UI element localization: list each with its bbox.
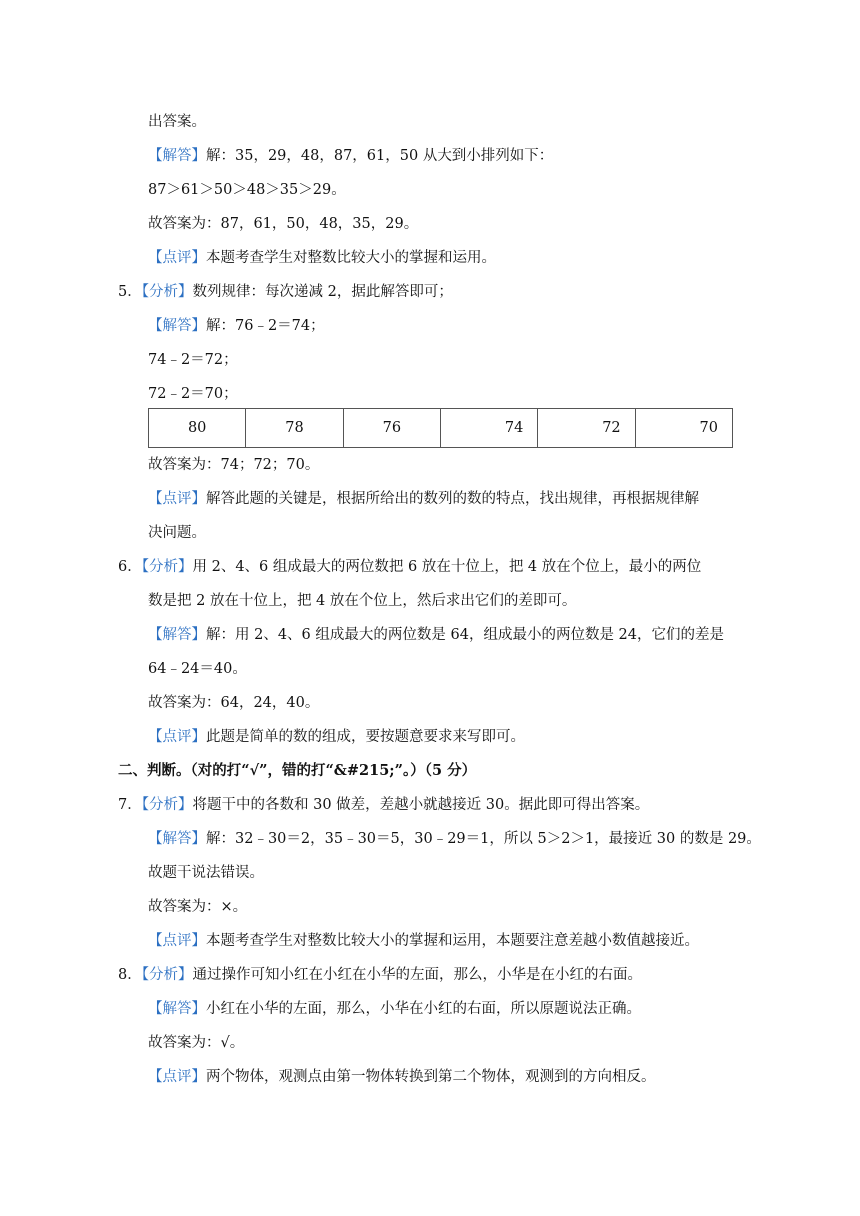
q5-answer: 【解答】解：76﹣2＝74； (148, 318, 325, 334)
q7-conclusion: 故题干说法错误。 (148, 865, 264, 881)
table-cell: 76 (343, 409, 440, 448)
comment-tag: 【点评】 (148, 1069, 206, 1085)
answer-tag: 【解答】 (148, 1001, 206, 1017)
answer-tag: 【解答】 (148, 831, 206, 847)
q5-step-3: 72﹣2＝70； (148, 386, 238, 402)
table-row (149, 409, 733, 448)
table-cell: 70 (635, 409, 732, 448)
comment-tag: 【点评】 (148, 491, 206, 507)
section-heading: 二、判断。（对的打“√”，错的打“&#215;”。）（5 分） (118, 762, 477, 779)
q8-answer: 【解答】小红在小华的左面，那么，小华在小红的右面，所以原题说法正确。 (148, 1001, 641, 1017)
q4-result: 故答案为：87，61，50，48，35，29。 (148, 216, 419, 232)
analysis-tag: 【分析】 (141, 967, 193, 983)
table-cell: 78 (246, 409, 343, 448)
q7-result: 故答案为：×。 (148, 899, 248, 915)
answer-tag: 【解答】 (148, 148, 206, 164)
table-cell: 72 (538, 409, 635, 448)
question-number: 7． (118, 797, 142, 813)
q8-result: 故答案为：√。 (148, 1035, 245, 1051)
q4-analysis-continuation: 出答案。 (148, 114, 206, 130)
q6-comment: 【点评】此题是简单的数的组成，要按题意要求来写即可。 (148, 729, 525, 745)
q4-answer: 【解答】解：35，29，48，87，61，50 从大到小排列如下： (148, 148, 554, 164)
analysis-tag: 【分析】 (141, 284, 193, 300)
comment-tag: 【点评】 (148, 933, 206, 949)
comment-tag: 【点评】 (148, 250, 206, 266)
q7-answer: 【解答】解：32﹣30＝2，35﹣30＝5，30﹣29＝1，所以 5＞2＞1，最接近 30 的数是 29。 (148, 831, 761, 847)
question-number: 6． (118, 559, 142, 575)
q5-analysis: 5．【分析】数列规律：每次递减 2，据此解答即可； (118, 284, 453, 300)
answer-tag: 【解答】 (148, 318, 206, 334)
analysis-tag: 【分析】 (141, 559, 193, 575)
q5-comment-cont: 决问题。 (148, 525, 206, 541)
q6-answer-cont: 64﹣24＝40。 (148, 661, 247, 677)
q7-analysis: 7．【分析】将题干中的各数和 30 做差，差越小就越接近 30。据此即可得出答案。 (118, 797, 650, 813)
table-cell: 80 (149, 409, 246, 448)
sequence-table (148, 408, 733, 448)
answer-tag: 【解答】 (148, 627, 206, 643)
q5-result: 故答案为：74；72；70。 (148, 457, 320, 473)
comment-tag: 【点评】 (148, 729, 206, 745)
q6-result: 故答案为：64，24，40。 (148, 695, 320, 711)
q6-answer: 【解答】解：用 2、4、6 组成最大的两位数是 64，组成最小的两位数是 24，它们的差是 (148, 627, 725, 643)
analysis-tag: 【分析】 (141, 797, 193, 813)
q6-analysis-cont: 数是把 2 放在十位上，把 4 放在个位上，然后求出它们的差即可。 (148, 593, 577, 609)
q7-comment: 【点评】本题考查学生对整数比较大小的掌握和运用，本题要注意差越小数值越接近。 (148, 933, 699, 949)
q5-step-2: 74﹣2＝72； (148, 352, 238, 368)
table-cell: 74 (440, 409, 537, 448)
q8-analysis: 8．【分析】通过操作可知小红在小红在小华的左面，那么，小华是在小红的右面。 (118, 967, 642, 983)
q4-order: 87＞61＞50＞48＞35＞29。 (148, 182, 346, 198)
question-number: 5． (118, 284, 142, 300)
q8-comment: 【点评】两个物体，观测点由第一物体转换到第二个物体，观测到的方向相反。 (148, 1069, 656, 1085)
q6-analysis: 6．【分析】用 2、4、6 组成最大的两位数把 6 放在十位上，把 4 放在个位上，最小的两位 (118, 559, 702, 575)
question-number: 8． (118, 967, 142, 983)
q5-comment: 【点评】解答此题的关键是，根据所给出的数列的数的特点，找出规律，再根据规律解 (148, 491, 699, 507)
q4-comment: 【点评】本题考查学生对整数比较大小的掌握和运用。 (148, 250, 496, 266)
